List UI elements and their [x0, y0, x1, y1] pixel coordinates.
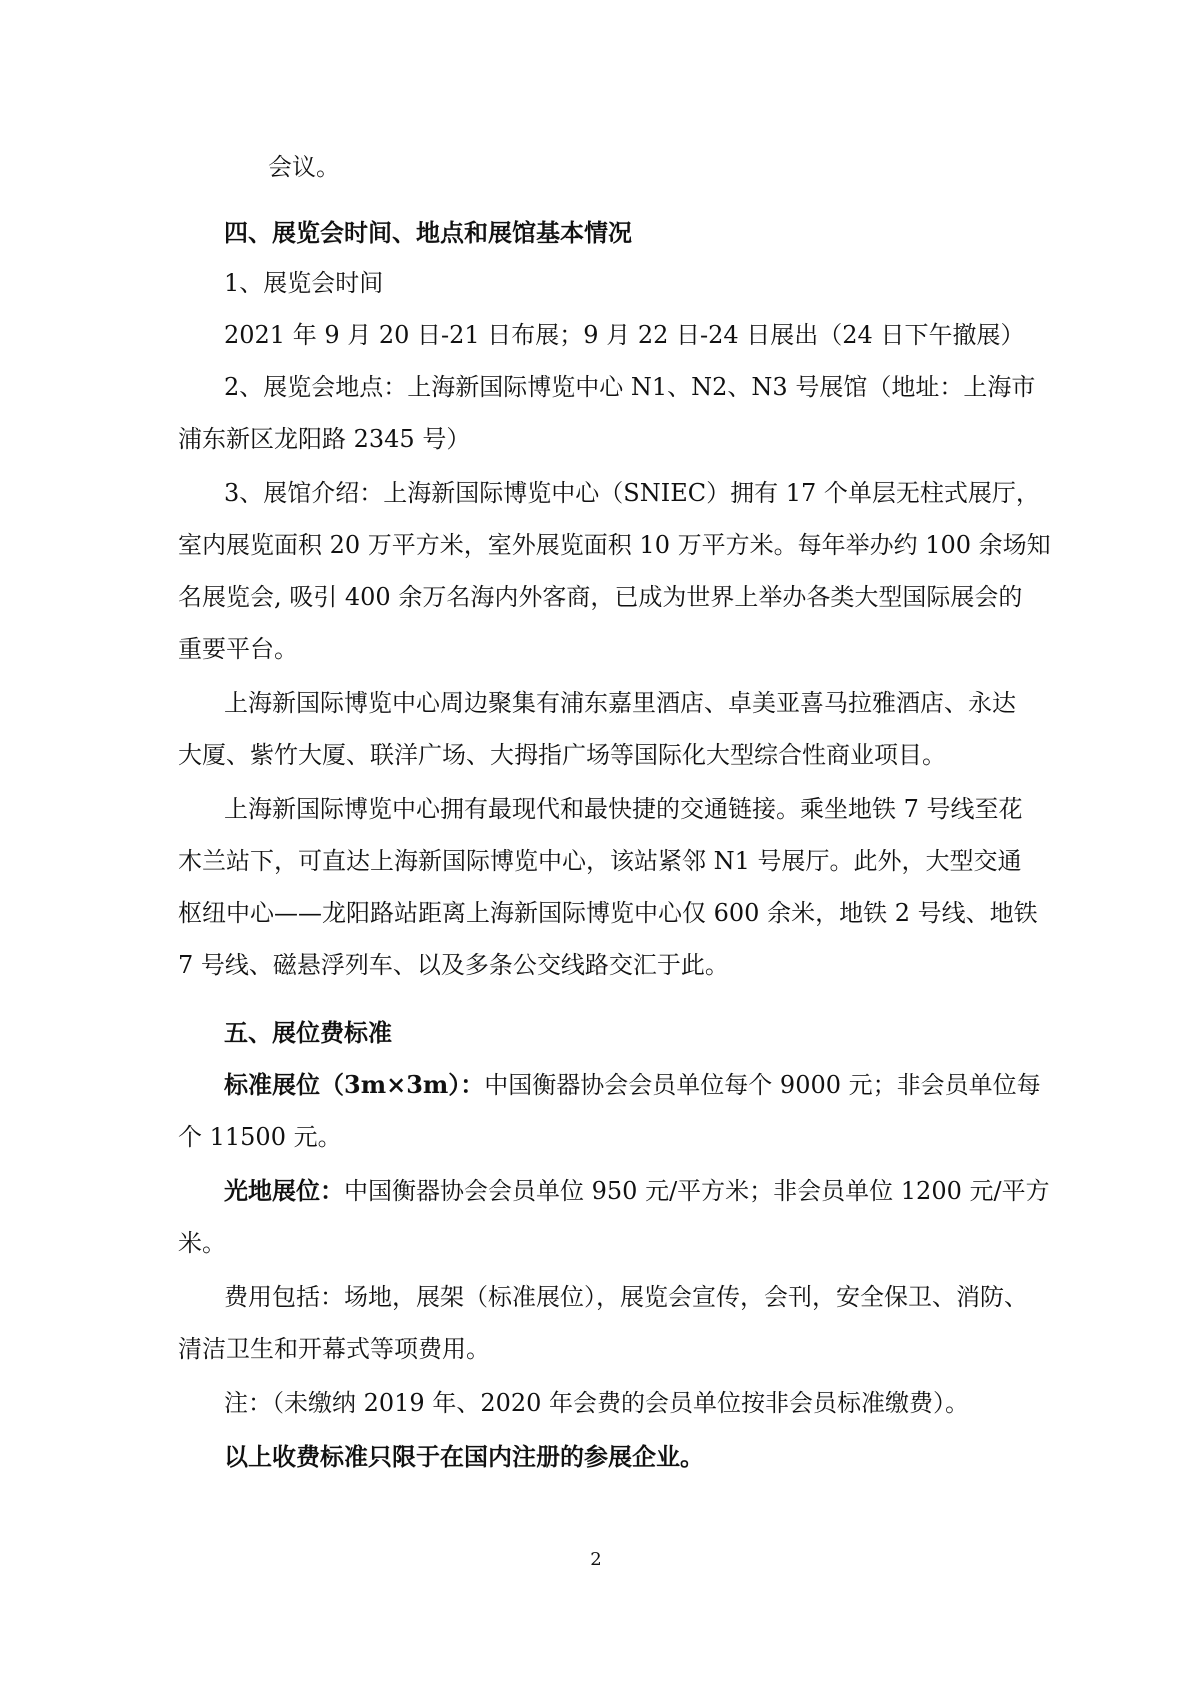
raw-space-label: 光地展位： [224, 1176, 344, 1205]
transport-line: 7 号线、磁悬浮列车、以及多条公交线路交汇于此。 [178, 951, 729, 979]
standard-booth-size: （3m×3m）： [320, 1070, 485, 1099]
fee-note: 注：（未缴纳 2019 年、2020 年会费的会员单位按非会员标准缴费）。 [224, 1389, 970, 1417]
standard-booth-line2: 个 11500 元。 [178, 1123, 342, 1151]
surroundings-line: 上海新国际博览中心周边聚集有浦东嘉里酒店、卓美亚喜马拉雅酒店、永达 [224, 689, 1016, 717]
raw-space-line [224, 1176, 1050, 1206]
section5-heading: 五、展位费标准 [224, 1018, 392, 1047]
domestic-only-note: 以上收费标准只限于在国内注册的参展企业。 [224, 1442, 704, 1471]
fees-include-line: 清洁卫生和开幕式等项费用。 [178, 1335, 490, 1363]
surroundings-line: 大厦、紫竹大厦、联洋广场、大拇指广场等国际化大型综合性商业项目。 [178, 741, 946, 769]
section4-item3-line: 名展览会, 吸引 400 余万名海内外客商，已成为世界上举办各类大型国际展会的 [178, 583, 1023, 611]
section4-item3-line: 室内展览面积 20 万平方米，室外展览面积 10 万平方米。每年举办约 100 余场知 [178, 531, 1051, 559]
standard-booth-text: 中国衡器协会会员单位每个 9000 元；非会员单位每 [484, 1071, 1041, 1099]
transport-line: 木兰站下，可直达上海新国际博览中心，该站紧邻 N1 号展厅。此外，大型交通 [178, 847, 1022, 875]
transport-line: 枢纽中心——龙阳路站距离上海新国际博览中心仅 600 余米，地铁 2 号线、地铁 [178, 899, 1038, 927]
section4-item3-line: 3、展馆介绍：上海新国际博览中心（SNIEC）拥有 17 个单层无柱式展厅， [224, 479, 1040, 507]
section4-item2-line: 2、展览会地点：上海新国际博览中心 N1、N2、N3 号展馆（地址：上海市 [224, 373, 1036, 401]
page-number: 2 [590, 1549, 602, 1570]
raw-space-text: 中国衡器协会会员单位 950 元/平方米；非会员单位 1200 元/平方 [344, 1177, 1050, 1205]
standard-booth-label: 标准展位 [224, 1070, 320, 1099]
fees-include-line: 费用包括：场地，展架（标准展位），展览会宣传，会刊，安全保卫、消防、 [224, 1283, 1028, 1311]
section4-heading: 四、展览会时间、地点和展馆基本情况 [224, 218, 632, 247]
intro-line: 会议。 [268, 153, 340, 181]
section4-item2-line: 浦东新区龙阳路 2345 号） [178, 425, 471, 453]
section4-item1-text: 2021 年 9 月 20 日-21 日布展；9 月 22 日-24 日展出（24 日下午撤展） [224, 321, 1025, 349]
raw-space-line2: 米。 [178, 1229, 226, 1257]
section4-item1-label: 1、展览会时间 [224, 269, 384, 297]
standard-booth-line [224, 1070, 1041, 1100]
section4-item3-line: 重要平台。 [178, 635, 298, 663]
transport-line: 上海新国际博览中心拥有最现代和最快捷的交通链接。乘坐地铁 7 号线至花 [224, 795, 1023, 823]
